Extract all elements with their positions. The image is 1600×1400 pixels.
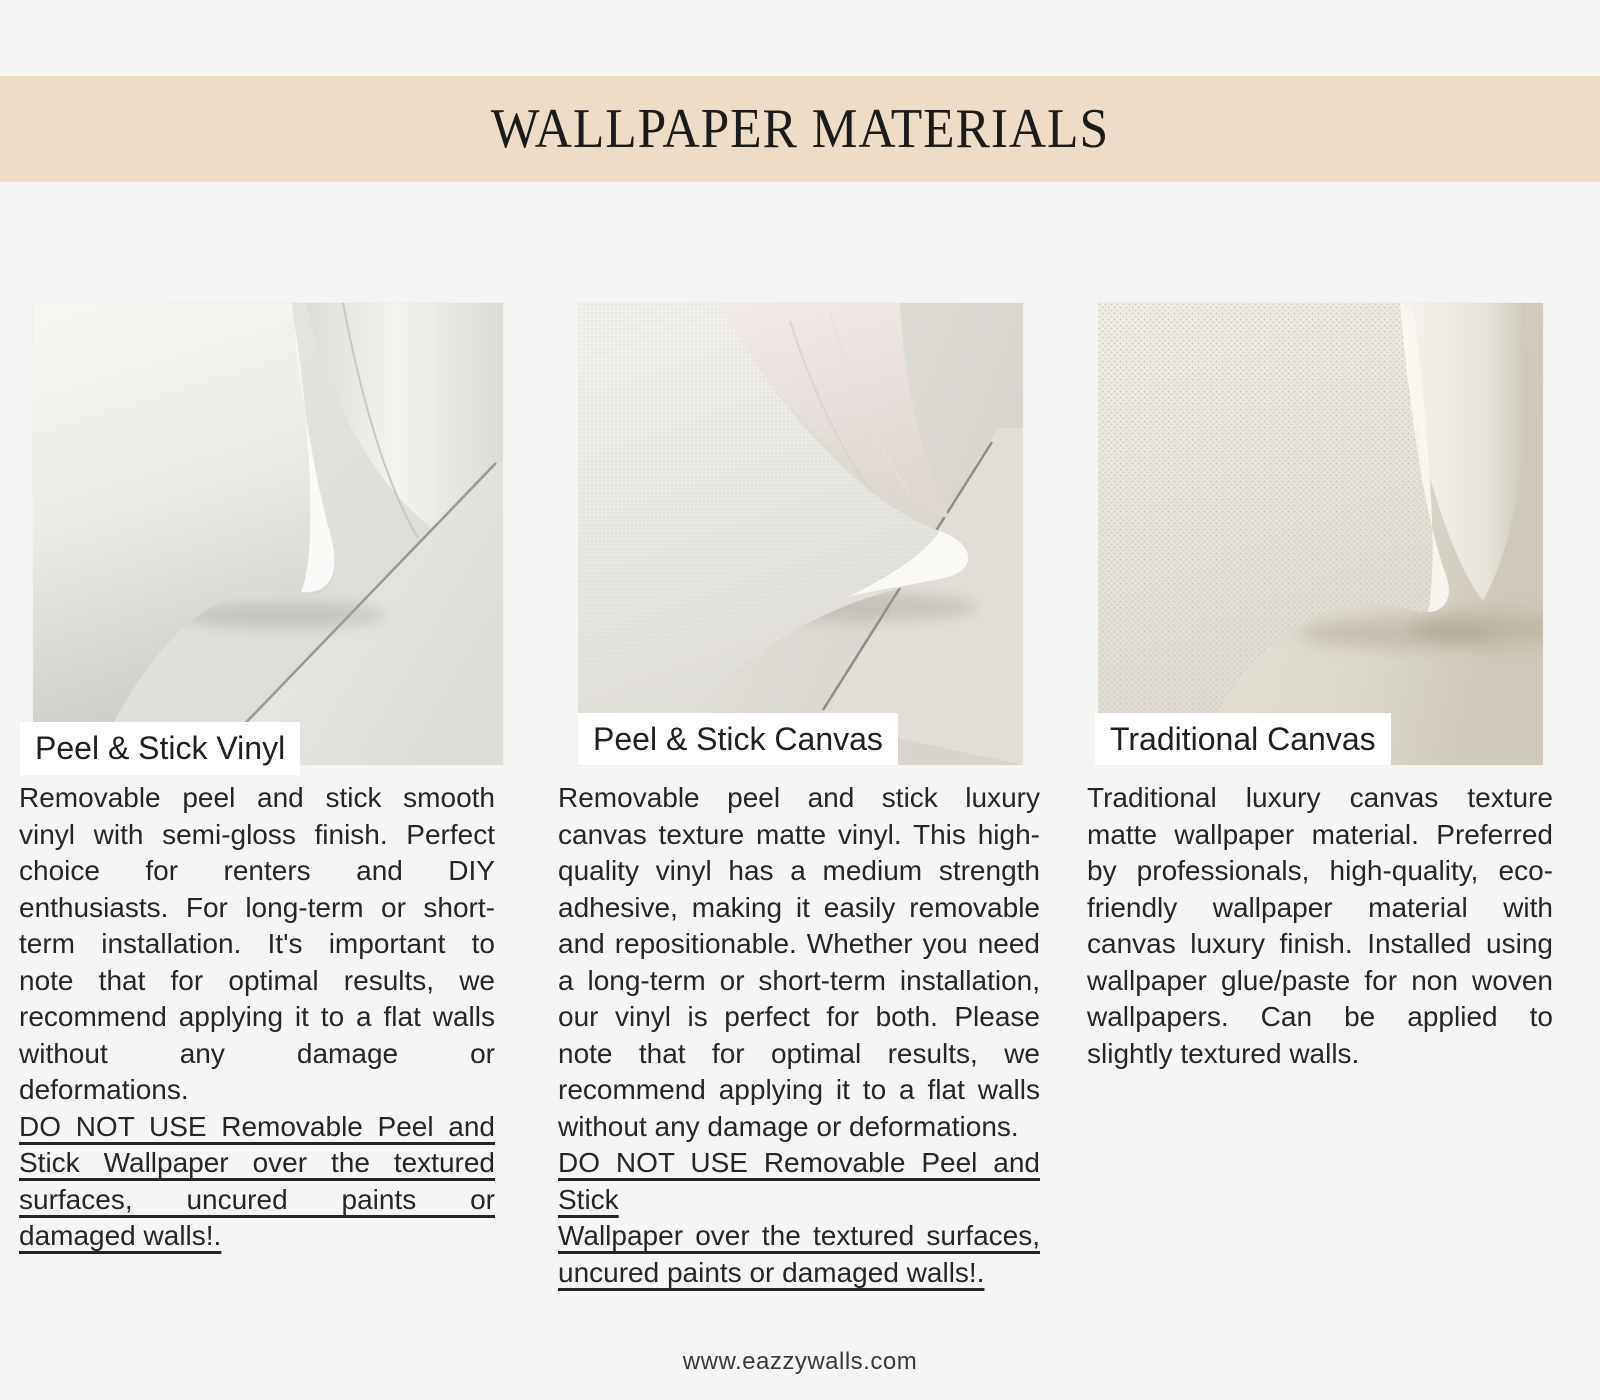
text-line: without any damage or [19, 1037, 495, 1069]
photo-peel-stick-canvas [578, 303, 1023, 765]
text-line: adhesive, making it easily removable [558, 891, 1040, 923]
photo-traditional-canvas [1098, 303, 1543, 765]
text-line: recommend applying it to a flat walls [558, 1074, 1040, 1105]
text-line: slightly textured walls. [1087, 1037, 1360, 1069]
text-line: wallpapers. Can be applied to [1087, 1001, 1553, 1032]
material-label-traditional-canvas: Traditional Canvas [1095, 713, 1391, 765]
text-line: Removable peel and stick smooth [19, 782, 495, 813]
text-line: our vinyl is perfect for both. Please [558, 1001, 1040, 1032]
material-description-peel-stick-vinyl [19, 780, 495, 1255]
text-line: Traditional luxury canvas texture [1087, 782, 1553, 813]
photo-peel-stick-vinyl [33, 303, 503, 765]
text-line: note that for optimal results, we [558, 1037, 1040, 1069]
material-label-peel-stick-vinyl: Peel & Stick Vinyl [20, 722, 300, 775]
text-line: DO NOT USE Removable Peel and Stick [558, 1147, 1040, 1215]
page-title: WALLPAPER MATERIALS [490, 98, 1110, 160]
text-line: enthusiasts. For long-term or short- [19, 891, 495, 923]
text-line: by professionals, high-quality, eco- [1087, 855, 1553, 886]
title-banner [0, 76, 1600, 182]
text-line: matte wallpaper material. Preferred [1087, 818, 1553, 850]
text-line: canvas texture matte vinyl. This high- [558, 818, 1040, 850]
text-line: canvas luxury finish. Installed using [1087, 928, 1553, 959]
text-line: Removable peel and stick luxury [558, 782, 1040, 813]
text-line: without any damage or deformations. [558, 1110, 1019, 1142]
text-line: choice for renters and DIY [19, 855, 495, 886]
text-line: note that for optimal results, we [19, 964, 495, 996]
text-line: surfaces, uncured paints or [19, 1183, 495, 1215]
text-line: a long-term or short-term installation, [558, 964, 1040, 996]
text-line: term installation. It's important to [19, 928, 495, 959]
text-line: damaged walls!. [19, 1220, 222, 1251]
text-line: and repositionable. Whether you need [558, 928, 1040, 959]
text-line: quality vinyl has a medium strength [558, 855, 1040, 886]
text-line: DO NOT USE Removable Peel and [19, 1110, 495, 1142]
text-line: friendly wallpaper material with [1087, 891, 1553, 923]
material-label-peel-stick-canvas: Peel & Stick Canvas [578, 713, 898, 765]
material-description-peel-stick-canvas [558, 780, 1040, 1291]
text-line: recommend applying it to a flat walls [19, 1001, 495, 1032]
text-line: wallpaper glue/paste for non woven [1087, 964, 1553, 996]
website-url: www.eazzywalls.com [682, 1348, 918, 1375]
text-line: deformations. [19, 1074, 189, 1105]
text-line: Stick Wallpaper over the textured [19, 1147, 495, 1178]
text-line: uncured paints or damaged walls!. [558, 1256, 985, 1288]
text-line: vinyl with semi-gloss finish. Perfect [19, 818, 495, 850]
text-line: Wallpaper over the textured surfaces, [558, 1220, 1040, 1251]
material-description-traditional-canvas [1087, 780, 1553, 1072]
